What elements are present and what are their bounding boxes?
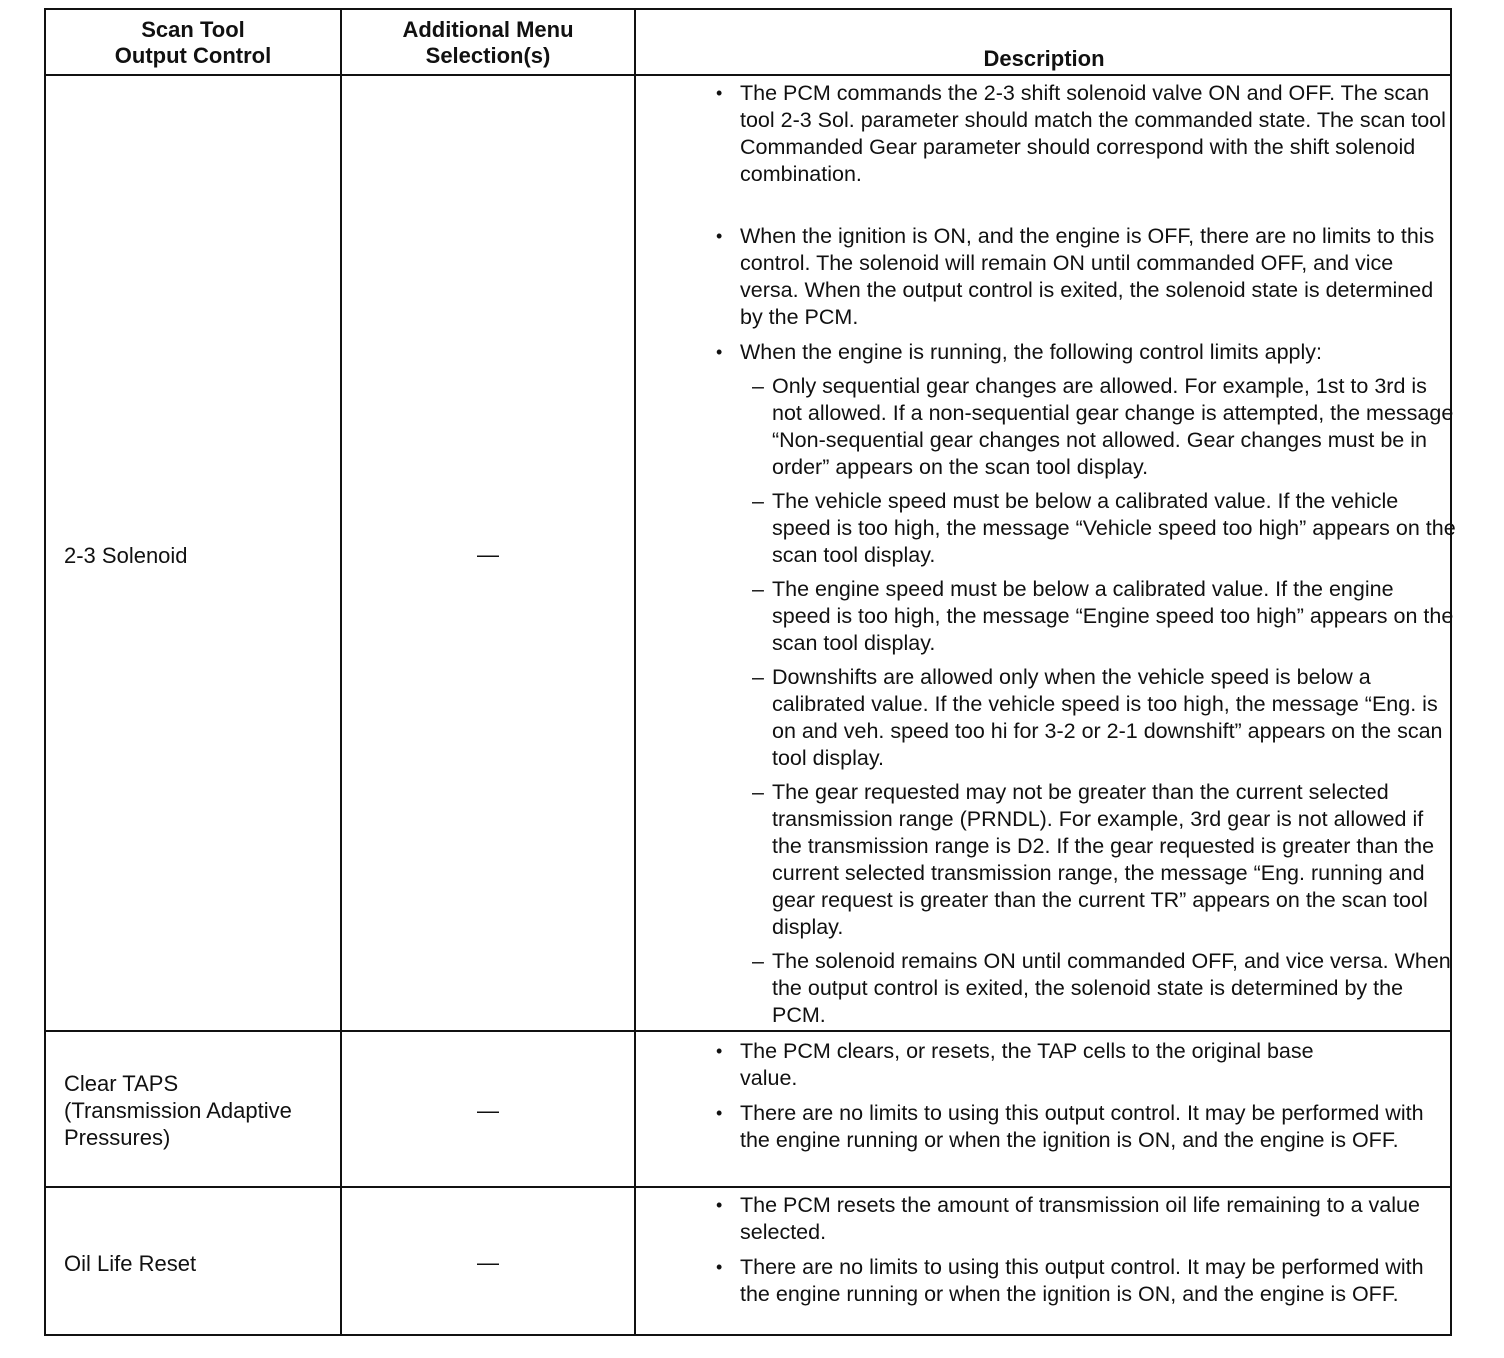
list-item: • The PCM resets the amount of transmission oil life remaining to a value selected.	[676, 1192, 1456, 1246]
row-description	[676, 1038, 1456, 1154]
row-menu-selection: —	[477, 1250, 499, 1275]
sub-list-item: – Downshifts are allowed only when the vehicle speed is below a calibrated value. If the vehicle speed is too high, the message “Eng. is on and veh. speed too hi for 3-2 or 2-1 downshift” appears on the scan tool display.	[676, 664, 1456, 772]
sub-list-item: – The vehicle speed must be below a calibrated value. If the vehicle speed is too high, the message “Vehicle speed too high” appears on the scan tool display.	[676, 488, 1456, 569]
column-divider	[340, 10, 342, 1334]
sub-list-item: – The gear requested may not be greater than the current selected transmission range (PRNDL). For example, 3rd gear is not allowed if the transmission range is D2. If the gear requested is greater than the current selected transmission range, the message “Eng. running and gear request is greater than the current TR” appears on the scan tool display.	[676, 779, 1456, 941]
row-control-2-3-solenoid: 2-3 Solenoid	[64, 543, 188, 568]
row-control-clear-taps: Clear TAPS (Transmission Adaptive Pressures)	[64, 1071, 292, 1150]
sub-list-item: – Only sequential gear changes are allowed. For example, 1st to 3rd is not allowed. If a non-sequential gear change is attempted, the message “Non-sequential gear changes not allowed. Gear changes must be in order” appears on the scan tool display.	[676, 373, 1456, 481]
list-item: • When the ignition is ON, and the engine is OFF, there are no limits to this control. The solenoid will remain ON until commanded OFF, and vice versa. When the output control is exited, the solenoid state is determined by the PCM.	[676, 223, 1456, 331]
list-item: • The PCM commands the 2-3 shift solenoid valve ON and OFF. The scan tool 2-3 Sol. parameter should match the commanded state. The scan tool Commanded Gear parameter should correspond with the shift solenoid combination.	[676, 80, 1456, 188]
row-divider	[46, 1030, 1450, 1032]
column-divider	[634, 10, 636, 1334]
row-control-oil-life-reset: Oil Life Reset	[64, 1251, 197, 1276]
row-description	[676, 1192, 1456, 1308]
row-description	[676, 80, 1456, 1029]
list-item: • There are no limits to using this output control. It may be performed with the engine running or when the ignition is ON, and the engine is OFF.	[676, 1254, 1456, 1308]
header-scan-tool-output-control: Scan Tool Output Control	[114, 17, 272, 68]
sub-list-item: – The engine speed must be below a calibrated value. If the engine speed is too high, the message “Engine speed too high” appears on the scan tool display.	[676, 576, 1456, 657]
sub-list-item: – The solenoid remains ON until commanded OFF, and vice versa. When the output control is exited, the solenoid state is determined by the PCM.	[676, 948, 1456, 1029]
header-additional-menu-selections: Additional Menu Selection(s)	[402, 17, 574, 68]
header-description: Description	[983, 46, 1105, 71]
list-item: • There are no limits to using this output control. It may be performed with the engine running or when the ignition is ON, and the engine is OFF.	[676, 1100, 1456, 1154]
row-menu-selection: —	[477, 1098, 499, 1123]
output-control-table	[44, 8, 1456, 1336]
list-item: • When the engine is running, the following control limits apply:	[676, 339, 1456, 366]
list-item: • The PCM clears, or resets, the TAP cells to the original base value.	[676, 1038, 1456, 1092]
row-menu-selection: —	[477, 542, 499, 567]
row-divider	[46, 1186, 1450, 1188]
